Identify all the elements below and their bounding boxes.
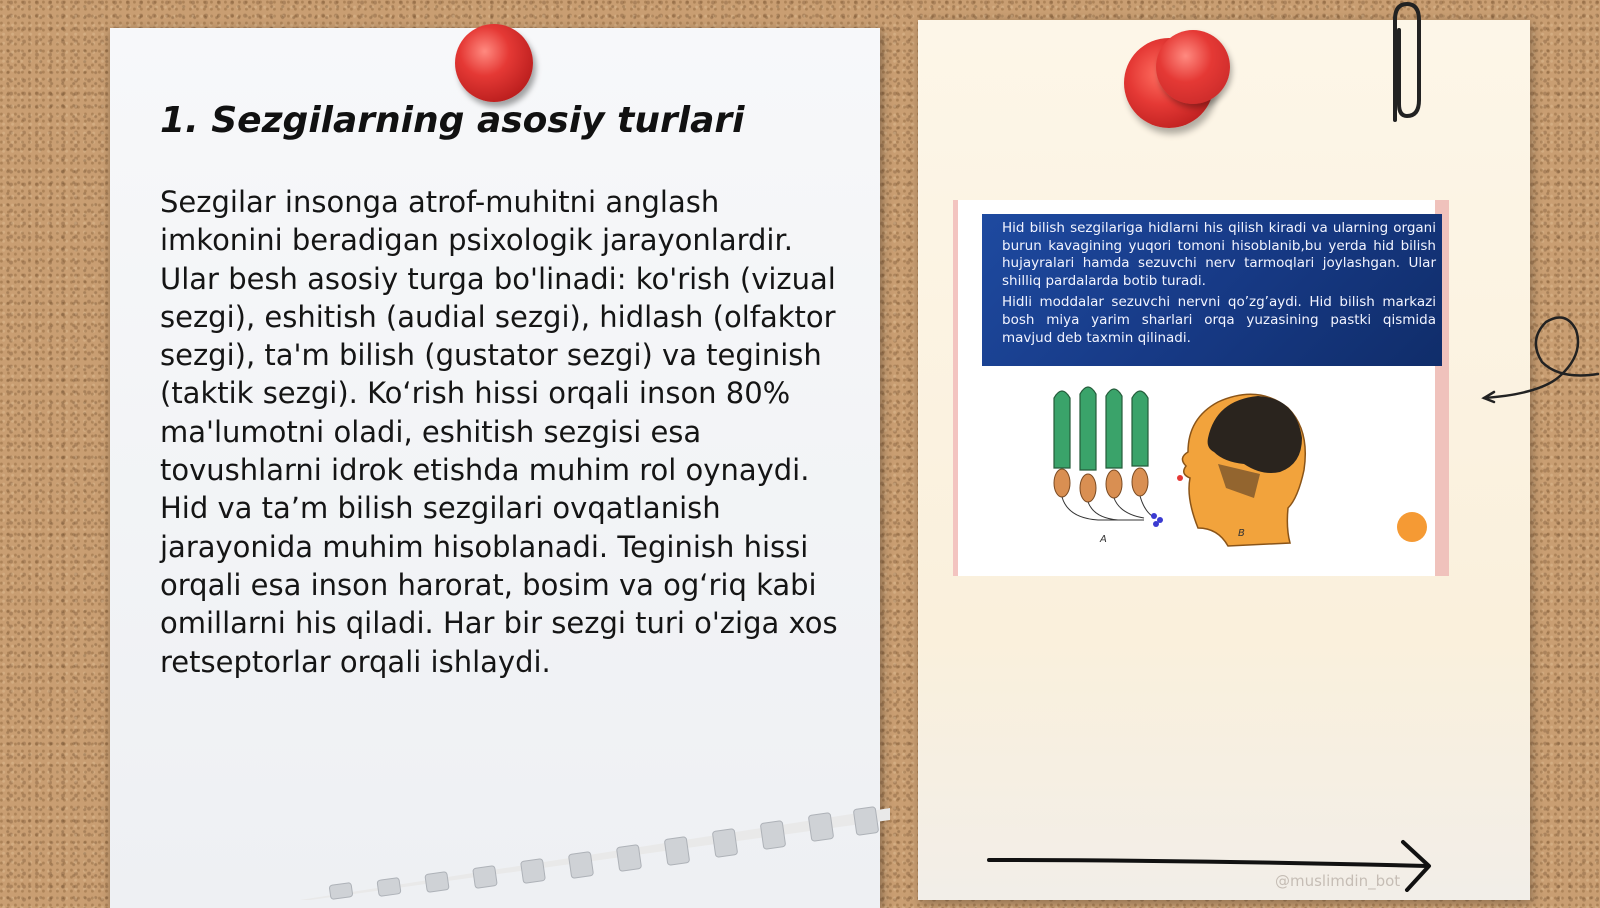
- torn-notebook-strip: [300, 800, 890, 900]
- watermark-text: @muslimdin_bot: [1275, 872, 1401, 890]
- scribble-loop-icon: [1480, 310, 1600, 410]
- push-pin-icon: [1156, 30, 1230, 104]
- head-brain-drawing: [1177, 394, 1305, 546]
- push-pin-icon: [455, 24, 533, 102]
- figure-label-a: A: [1100, 534, 1107, 545]
- olfactory-figure-card: [953, 200, 1449, 576]
- slide-title: 1. Sezgilarning asosiy turlari: [160, 100, 745, 141]
- paper-clip-icon: [1375, 0, 1425, 130]
- olfactory-cells-drawing: [1054, 387, 1163, 545]
- orange-dot-decoration: [1397, 512, 1427, 542]
- figure-caption-box: [982, 214, 1442, 366]
- slide-body-text: Sezgilar insonga atrof-muhitni anglash imkonini beradigan psixologik jarayonlardir. Ular besh asosiy turga bo'linadi: ko'rish (vizual sezgi), eshitish (audial sezgi), hidlash (olfaktor sezgi), ta'm bilish (gustator sezgi) va teginish (taktik sezgi). Ko‘rish hissi orqali inson 80% ma'lumotni oladi, eshitish sezgisi esa tovushlarni idrok etishda muhim rol oynaydi. Hid va ta’m bilish sezgilari ovqatlanish jarayonida muhim hisoblanadi. Teginish hissi orqali esa inson harorat, bosim va og‘riq kabi omillarni his qiladi. Har bir sezgi turi o'ziga xos retseptorlar orqali ishlaydi.: [160, 185, 838, 679]
- olfactory-illustration: [1048, 378, 1348, 558]
- figure-caption-paragraph: Hid bilish sezgilariga hidlarni his qilish kiradi va ularning organi burun kavagining yuqori tomoni hisoblanib,bu yerda hid bilish hujayralari hamda sezuvchi nerv tarmoqlari joylashgan. Ular shilliq pardalarda botib turadi.: [1002, 220, 1436, 289]
- figure-label-b: B: [1238, 528, 1245, 539]
- figure-caption-paragraph: Hidli moddalar sezuvchi nervni qo’zg’aydi. Hid bilish markazi bosh miya yarim sharlari orqa yuzasining pastki qismida mavjud deb taxmin qilinadi.: [1002, 294, 1436, 346]
